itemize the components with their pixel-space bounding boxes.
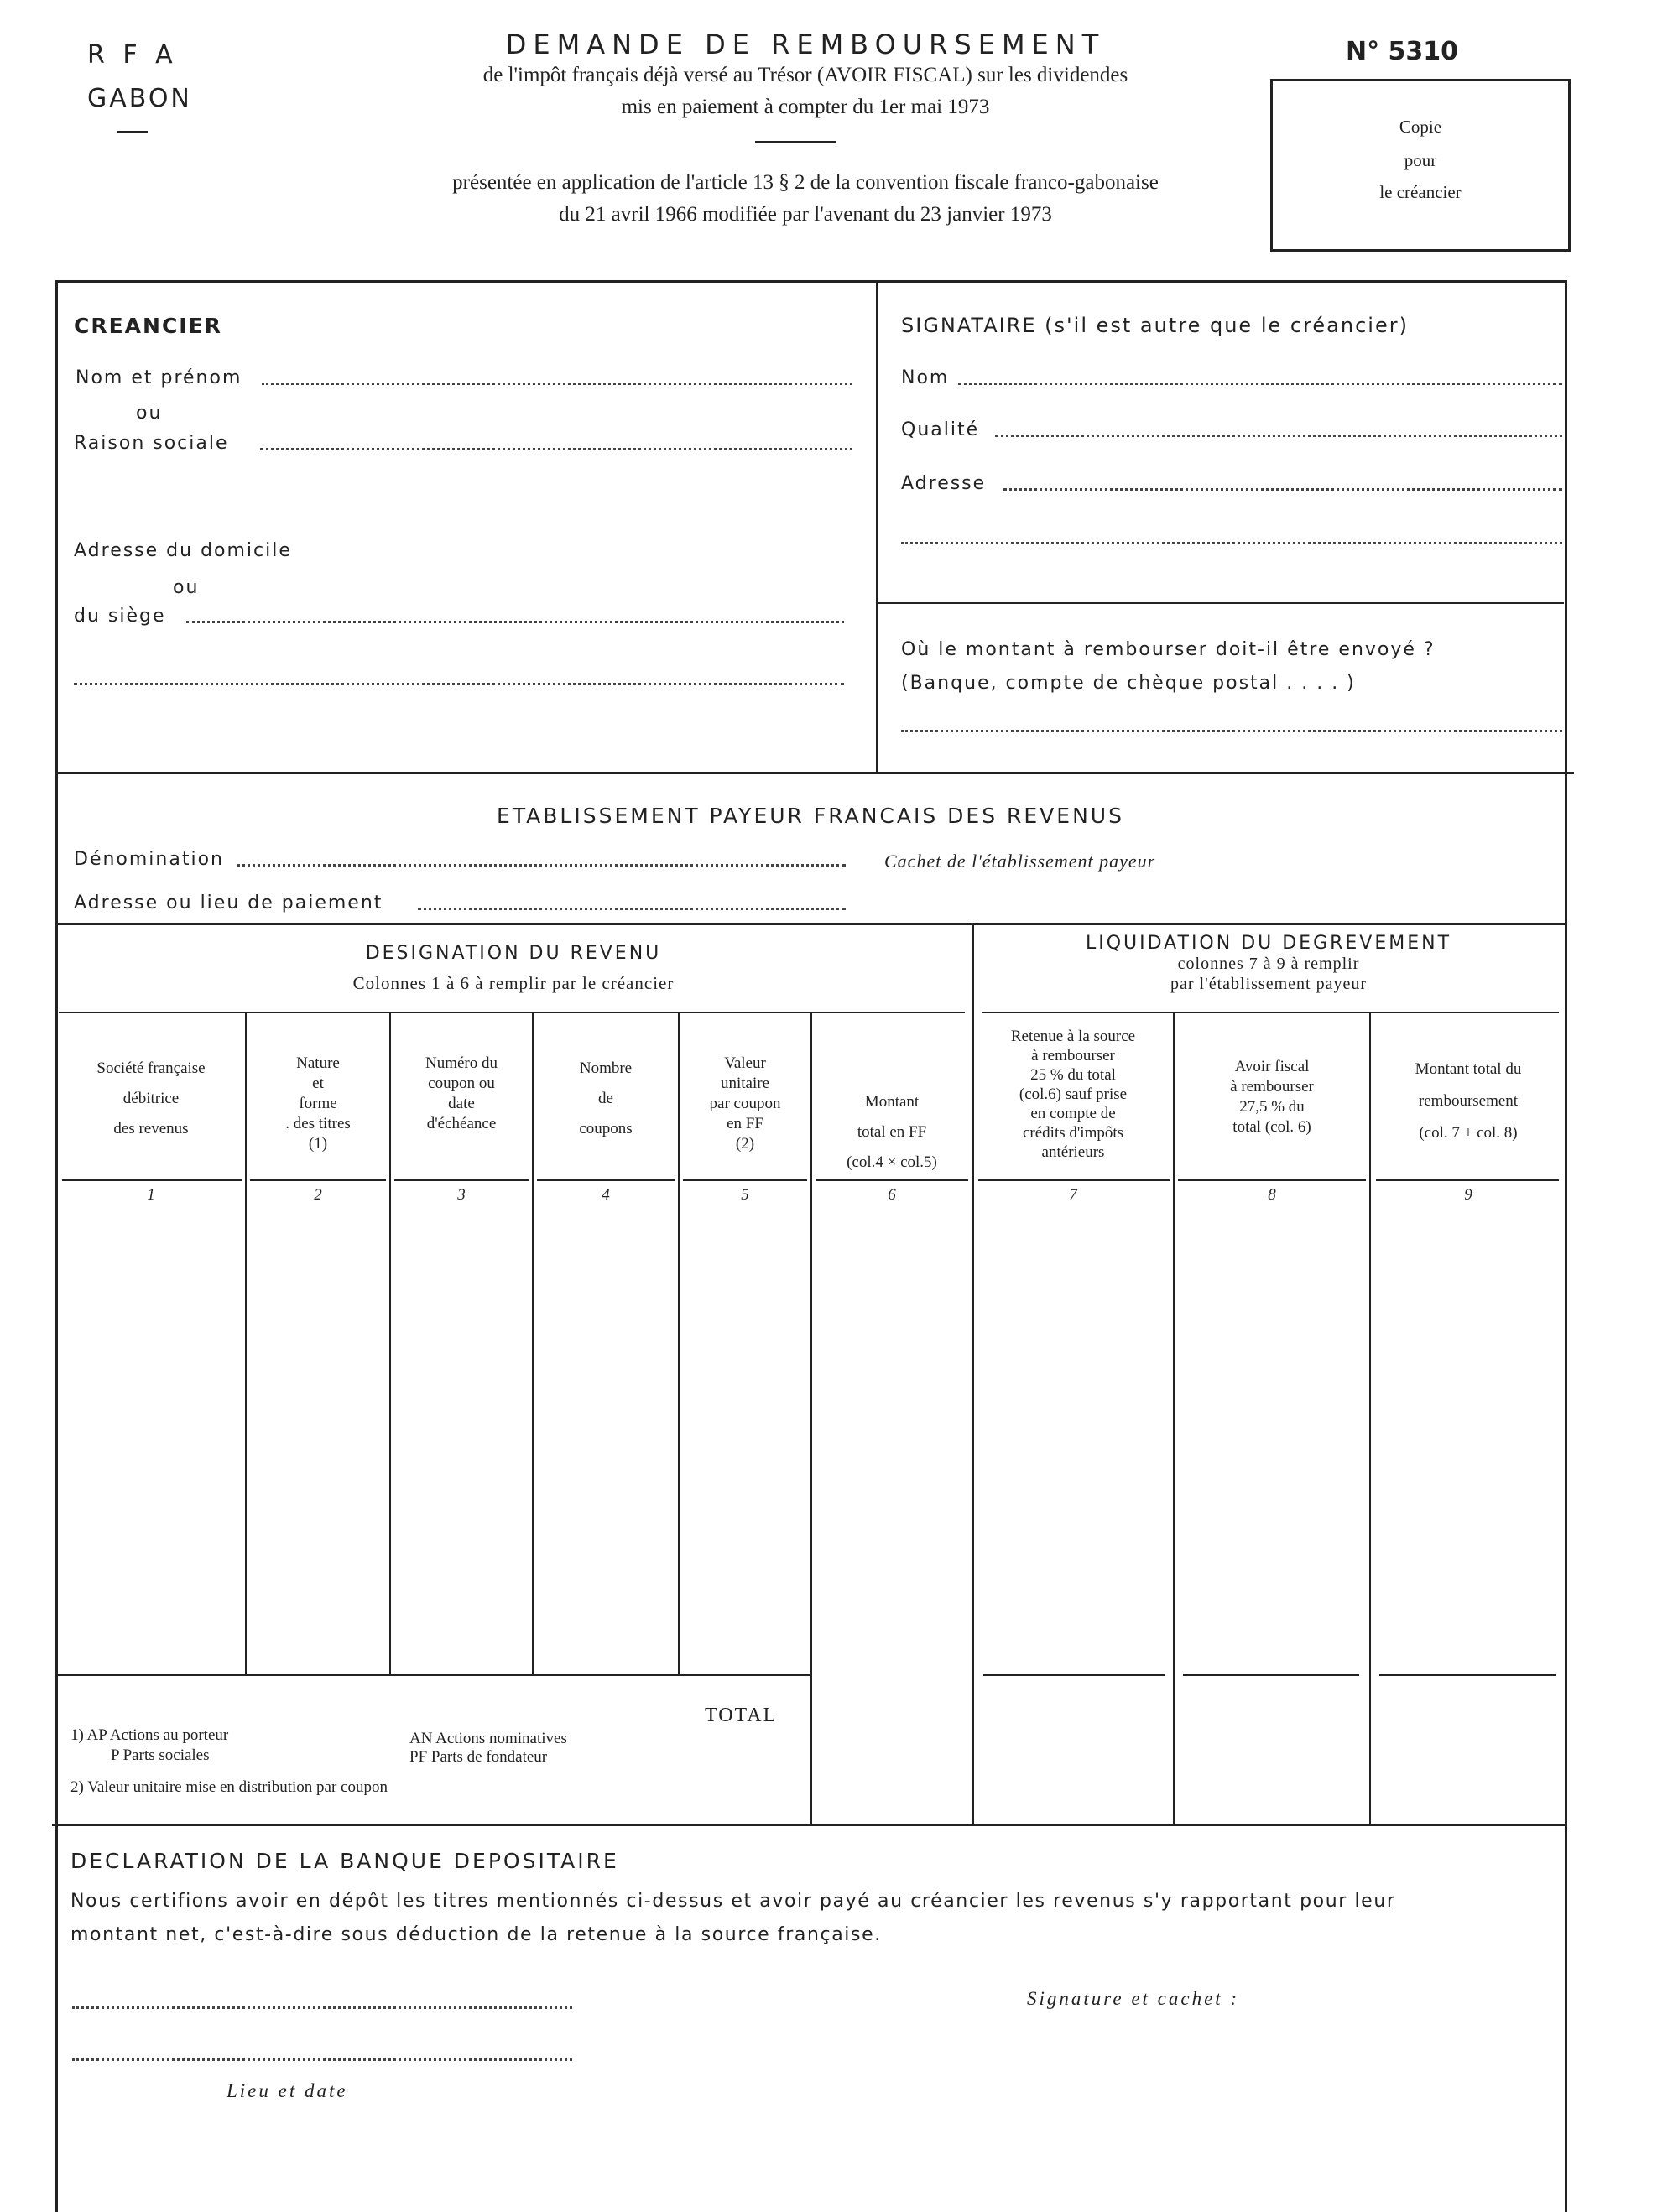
col9-header-line: remboursement	[1418, 1092, 1519, 1110]
total-label: TOTAL	[705, 1705, 778, 1726]
col7-number: 7	[1069, 1186, 1077, 1204]
col4-rule	[537, 1179, 675, 1181]
col2-number: 2	[314, 1186, 322, 1204]
col7-rule	[978, 1179, 1170, 1181]
col8-entry-area[interactable]	[1175, 1208, 1369, 1673]
col4-header-line: Nombre	[579, 1059, 633, 1077]
col8-total-rule	[1183, 1674, 1359, 1676]
col3-header	[391, 1054, 532, 1134]
signataire-adresse-extra-field[interactable]	[901, 542, 1562, 544]
col2-header-line: (1)	[308, 1135, 328, 1153]
col2-header	[247, 1054, 389, 1154]
col9-entry-area[interactable]	[1371, 1208, 1566, 1673]
raison-sociale-field[interactable]	[260, 448, 852, 450]
col1-header-line: Société française	[96, 1059, 206, 1077]
col1-header	[59, 1054, 243, 1144]
copy-box-line2: pour	[1404, 150, 1437, 170]
total-col8-field[interactable]	[1175, 1686, 1369, 1820]
title-divider	[755, 141, 836, 143]
col8-header	[1175, 1057, 1369, 1137]
etablissement-title: ETABLISSEMENT PAYEUR FRANCAIS DES REVENUS	[497, 804, 1124, 828]
col7-header-line: 25 % du total	[1030, 1066, 1116, 1084]
col8-number: 8	[1268, 1186, 1276, 1204]
nom-prenom-field[interactable]	[262, 383, 852, 385]
col2-rule	[250, 1179, 386, 1181]
denomination-field[interactable]	[237, 864, 846, 867]
col1-header-line: débitrice	[122, 1090, 180, 1107]
total-row-divider	[57, 1674, 810, 1676]
col6-header-line: total en FF	[857, 1123, 927, 1141]
col5-header-line: unitaire	[720, 1075, 770, 1092]
country-line-gabon: GABON	[87, 84, 192, 113]
col7-header-line: Retenue à la source	[1010, 1028, 1136, 1045]
copy-box-line3: le créancier	[1379, 182, 1462, 202]
col5-header	[680, 1054, 810, 1154]
adresse-paiement-field[interactable]	[418, 908, 846, 910]
col1-entry-area[interactable]	[59, 1208, 243, 1673]
signataire-adresse-label: Adresse	[901, 473, 987, 494]
copy-box-line1: Copie	[1399, 117, 1442, 137]
liquidation-subtitle2: par l'établissement payeur	[1170, 975, 1367, 993]
col7-header-line: antérieurs	[1041, 1143, 1105, 1161]
col1-header-line: des revenus	[113, 1120, 189, 1137]
du-siege-label: du siège	[74, 606, 166, 627]
section-divider-etablissement	[55, 772, 1574, 774]
col5-header-line: Valeur	[724, 1054, 766, 1072]
col8-header-line: total (col. 6)	[1232, 1118, 1311, 1136]
ou-label-2: ou	[173, 577, 200, 598]
denomination-label: Dénomination	[74, 849, 224, 870]
col7-header-line: (col.6) sauf prise	[1019, 1085, 1128, 1103]
col4-header-line: coupons	[579, 1120, 633, 1137]
col7-header-line: à rembourser	[1031, 1047, 1115, 1064]
total-col9-field[interactable]	[1371, 1686, 1566, 1820]
total-col7-field[interactable]	[973, 1686, 1173, 1820]
liquidation-underline	[982, 1012, 1559, 1013]
col9-total-rule	[1379, 1674, 1556, 1676]
col6-header-line: Montant	[864, 1093, 920, 1111]
footnote-ap: 1) AP Actions au porteur	[70, 1726, 229, 1744]
form-subtitle-line1: de l'impôt français déjà versé au Trésor (AVOIR FISCAL) sur les dividendes	[482, 64, 1128, 86]
adresse-domicile-label: Adresse du domicile	[74, 540, 292, 561]
lieu-field-1[interactable]	[72, 2006, 572, 2009]
col3-header-line: Numéro du	[425, 1054, 498, 1072]
col6-header	[812, 1087, 972, 1178]
creancier-signataire-divider	[876, 280, 878, 772]
col1-number: 1	[147, 1186, 155, 1204]
col5-number: 5	[741, 1186, 749, 1204]
col5-header-line: en FF	[727, 1115, 763, 1132]
envoi-field[interactable]	[901, 730, 1562, 732]
col4-entry-area[interactable]	[534, 1208, 678, 1673]
col8-header-line: à rembourser	[1230, 1078, 1314, 1096]
declaration-title: DECLARATION DE LA BANQUE DEPOSITAIRE	[70, 1849, 619, 1873]
ou-label-1: ou	[136, 403, 163, 424]
col7-entry-area[interactable]	[973, 1208, 1173, 1673]
creancier-title: CREANCIER	[74, 314, 222, 338]
col8-header-line: Avoir fiscal	[1234, 1058, 1310, 1075]
nom-prenom-label: Nom et prénom	[76, 367, 242, 388]
col5-rule	[683, 1179, 807, 1181]
col2-header-line: Nature	[296, 1054, 340, 1072]
form-subtitle-line2: mis en paiement à compter du 1er mai 1973	[621, 96, 990, 118]
col4-number: 4	[602, 1186, 610, 1204]
col7-total-rule	[983, 1674, 1165, 1676]
col6-entry-area[interactable]	[812, 1208, 972, 1673]
form-number: N° 5310	[1346, 37, 1459, 66]
col3-rule	[394, 1179, 529, 1181]
signature-area[interactable]	[1007, 2022, 1510, 2156]
declaration-text-line1: Nous certifions avoir en dépôt les titres mentionnés ci-dessus et avoir payé au créancier les revenus s'y rapportant pour leur	[70, 1891, 1396, 1912]
col8-rule	[1178, 1179, 1366, 1181]
section-divider-table	[55, 923, 1566, 925]
col9-header	[1371, 1054, 1566, 1149]
col6-header-line: (col.4 × col.5)	[847, 1153, 937, 1171]
col7-header-line: en compte de	[1030, 1105, 1116, 1122]
col9-number: 9	[1464, 1186, 1472, 1204]
col2-header-line: . des titres	[285, 1115, 351, 1132]
designation-underline	[59, 1012, 965, 1013]
copy-box	[1270, 79, 1571, 252]
col2-entry-area[interactable]	[247, 1208, 389, 1673]
signature-label: Signature et cachet :	[1027, 1988, 1240, 2009]
adresse-extra-field[interactable]	[74, 683, 844, 685]
col1-rule	[62, 1179, 242, 1181]
col2-header-line: et	[312, 1075, 324, 1092]
col9-rule	[1376, 1179, 1559, 1181]
col3-header-line: d'échéance	[426, 1115, 497, 1132]
application-line1: présentée en application de l'article 13 § 2 de la convention fiscale franco-gabonaise	[452, 171, 1159, 194]
designation-title: DESIGNATION DU REVENU	[365, 943, 662, 964]
declaration-text-line2: montant net, c'est-à-dire sous déduction de la retenue à la source française.	[70, 1924, 882, 1945]
raison-sociale-label: Raison sociale	[74, 433, 229, 454]
signataire-envoi-divider	[876, 602, 1564, 604]
col4-header	[534, 1054, 678, 1144]
signataire-nom-label: Nom	[901, 367, 950, 388]
col3-number: 3	[457, 1186, 466, 1204]
col7-header	[973, 1027, 1173, 1162]
designation-subtitle: Colonnes 1 à 6 à remplir par le créancier	[352, 973, 675, 993]
adresse-paiement-label: Adresse ou lieu de paiement	[74, 893, 383, 913]
footnote-an: AN Actions nominatives	[409, 1730, 567, 1747]
envoi-hint: (Banque, compte de chèque postal . . . . )	[901, 673, 1356, 694]
lieu-field-2[interactable]	[72, 2058, 572, 2061]
liquidation-subtitle1: colonnes 7 à 9 à remplir	[1177, 955, 1360, 973]
footnote-valeur-unitaire: 2) Valeur unitaire mise en distribution par coupon	[70, 1778, 388, 1796]
lieu-date-label: Lieu et date	[227, 2080, 348, 2101]
col8-header-line: 27,5 % du	[1239, 1098, 1305, 1116]
col3-header-line: date	[448, 1095, 475, 1112]
col3-header-line: coupon ou	[428, 1075, 495, 1092]
col2-header-line: forme	[299, 1095, 337, 1112]
cachet-label: Cachet de l'établissement payeur	[884, 851, 1156, 872]
col6-rule	[816, 1179, 968, 1181]
col7-header-line: crédits d'impôts	[1022, 1124, 1124, 1142]
envoi-question: Où le montant à rembourser doit-il être envoyé ?	[901, 639, 1436, 660]
total-col6-field[interactable]	[812, 1686, 972, 1820]
application-line2: du 21 avril 1966 modifiée par l'avenant du 23 janvier 1973	[559, 203, 1052, 226]
col3-entry-area[interactable]	[391, 1208, 532, 1673]
col9-header-line: (col. 7 + col. 8)	[1419, 1124, 1518, 1142]
signataire-nom-field[interactable]	[958, 383, 1562, 385]
section-divider-declaration	[52, 1824, 1567, 1826]
footnote-p: P Parts sociales	[111, 1746, 210, 1764]
col9-header-line: Montant total du	[1415, 1060, 1522, 1078]
footnote-pf: PF Parts de fondateur	[409, 1748, 548, 1766]
signataire-qualite-field[interactable]	[995, 435, 1562, 437]
form-title: DEMANDE DE REMBOURSEMENT	[505, 29, 1106, 60]
col4-header-line: de	[598, 1090, 613, 1107]
col5-entry-area[interactable]	[680, 1208, 810, 1673]
col6-number: 6	[888, 1186, 896, 1204]
signataire-title: SIGNATAIRE (s'il est autre que le créancier)	[901, 314, 1409, 337]
col5-header-line: par coupon	[709, 1095, 781, 1112]
gabon-underline	[117, 131, 148, 133]
signataire-qualite-label: Qualité	[901, 419, 980, 440]
country-line-rfa: R F A	[87, 40, 178, 70]
liquidation-title: LIQUIDATION DU DEGREVEMENT	[1085, 933, 1452, 954]
col5-header-line: (2)	[735, 1135, 755, 1153]
signataire-adresse-field[interactable]	[1003, 488, 1562, 491]
du-siege-field[interactable]	[186, 621, 844, 623]
